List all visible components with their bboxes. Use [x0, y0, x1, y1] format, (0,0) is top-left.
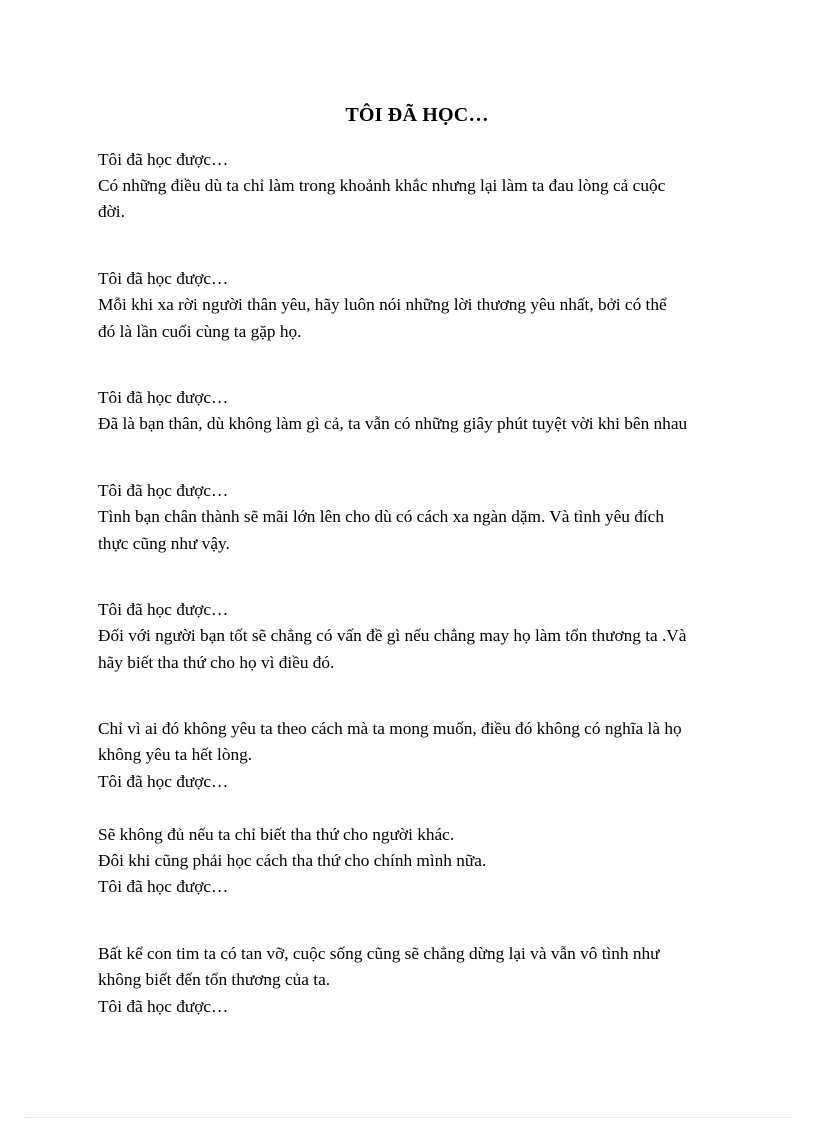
text-line: Tôi đã học được…	[98, 481, 229, 500]
text-line: Sẽ không đủ nếu ta chỉ biết tha thứ cho người khác.	[98, 825, 455, 844]
text-line: Tôi đã học được…	[98, 997, 229, 1016]
text-line: đó là lần cuối cùng ta gặp họ.	[98, 322, 302, 341]
text-line: Đã là bạn thân, dù không làm gì cả, ta vẫn có những giây phút tuyệt vời khi bên nhau	[98, 414, 688, 433]
text-line: Tôi đã học được…	[98, 269, 229, 288]
text-line: hãy biết tha thứ cho họ vì điều đó.	[98, 653, 335, 672]
text-line: đời.	[98, 202, 125, 221]
text-line: Chỉ vì ai đó không yêu ta theo cách mà ta mong muốn, điều đó không có nghĩa là họ	[98, 719, 682, 738]
text-line: Tôi đã học được…	[98, 388, 229, 407]
text-line: Tôi đã học được…	[98, 877, 229, 896]
text-line: Có những điều dù ta chỉ làm trong khoảnh khắc nhưng lại làm ta đau lòng cả cuộc	[98, 176, 666, 195]
text-line: không biết đến tổn thương của ta.	[98, 970, 331, 989]
text-line: thực cũng như vậy.	[98, 534, 230, 553]
page-bottom-divider	[24, 1117, 792, 1118]
text-line: Tình bạn chân thành sẽ mãi lớn lên cho dù có cách xa ngàn dặm. Và tình yêu đích	[98, 507, 664, 526]
text-line: Đôi khi cũng phải học cách tha thứ cho chính mình nữa.	[98, 851, 487, 870]
text-line: Mỗi khi xa rời người thân yêu, hãy luôn nói những lời thương yêu nhất, bởi có thể	[98, 295, 667, 314]
text-line: Bất kể con tim ta có tan vỡ, cuộc sống cũng sẽ chẳng dừng lại và vẫn vô tình như	[98, 944, 660, 963]
text-line: không yêu ta hết lòng.	[98, 745, 253, 764]
text-line: Tôi đã học được…	[98, 772, 229, 791]
text-line: Tôi đã học được…	[98, 600, 229, 619]
text-line: Đối với người bạn tốt sẽ chẳng có vấn đề gì nếu chẳng may họ làm tổn thương ta .Và	[98, 626, 687, 645]
text-line: Tôi đã học được…	[98, 150, 229, 169]
document-title: TÔI ĐÃ HỌC…	[345, 104, 489, 126]
